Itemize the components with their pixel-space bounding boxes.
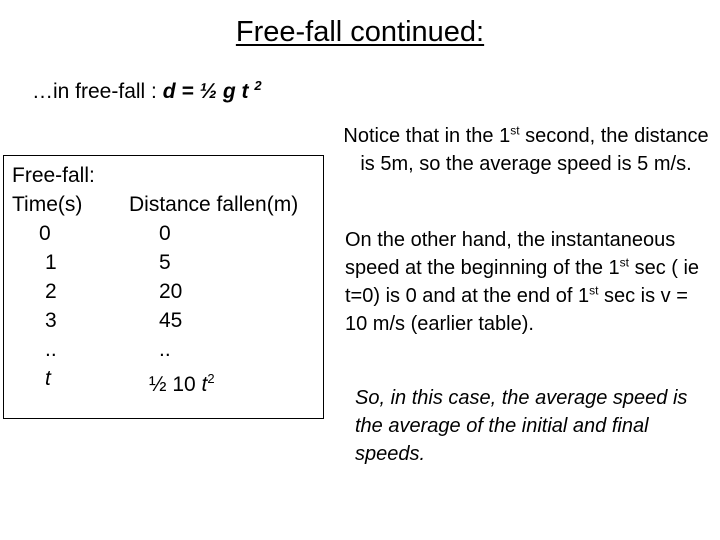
note-average-speed: [340, 122, 712, 178]
distance-cell: 20: [159, 280, 183, 303]
time-cell: 0: [39, 222, 51, 245]
note2-text-c: sec is v = 10 m/s (earlier table).: [345, 285, 688, 335]
note-conclusion: So, in this case, the average speed is the average of the initial and final speeds.: [355, 387, 688, 465]
time-cell: 2: [45, 280, 57, 303]
distance-cell: 0: [159, 222, 171, 245]
formula-prefix: …in free-fall :: [32, 80, 163, 103]
distance-formula-cell: [149, 364, 215, 399]
note2-sup2: st: [589, 283, 599, 298]
note1-text-a: Notice that in the 1: [343, 125, 511, 147]
note1-sup: st: [510, 123, 520, 138]
distance-cell: ..: [159, 338, 171, 361]
time-cell: 3: [45, 309, 57, 332]
note2-text-b: sec ( ie t=0) is 0 and at the end of 1: [345, 257, 700, 307]
note2-text-a: On the other hand, the instantaneous speed at the beginning of the 1: [345, 229, 676, 279]
free-fall-table: [3, 155, 324, 419]
column-header-distance: Distance fallen(m): [129, 193, 299, 216]
distance-cell: 45: [159, 309, 183, 332]
time-cell: 1: [45, 251, 57, 274]
distance-formula-exponent: 2: [207, 371, 215, 386]
time-cell: t: [45, 367, 51, 390]
formula-exponent: 2: [254, 78, 262, 93]
slide-title-text: Free-fall continued:: [235, 16, 485, 48]
slide-title: [0, 14, 720, 50]
table-heading: Free-fall:: [12, 164, 95, 187]
note1-text-b: second, the distance is 5m, so the average speed is 5 m/s.: [360, 125, 709, 175]
column-header-time: Time(s): [12, 193, 83, 216]
note2-sup1: st: [619, 255, 630, 270]
distance-formula-var: t: [201, 373, 208, 396]
distance-cell: 5: [159, 251, 171, 274]
note-instantaneous-speed: [345, 226, 715, 338]
free-fall-formula-line: [32, 72, 262, 106]
distance-formula-prefix: ½ 10: [149, 373, 202, 396]
formula: [163, 80, 262, 103]
formula-main: d = ½ g t: [162, 80, 249, 103]
time-cell: ..: [45, 338, 57, 361]
